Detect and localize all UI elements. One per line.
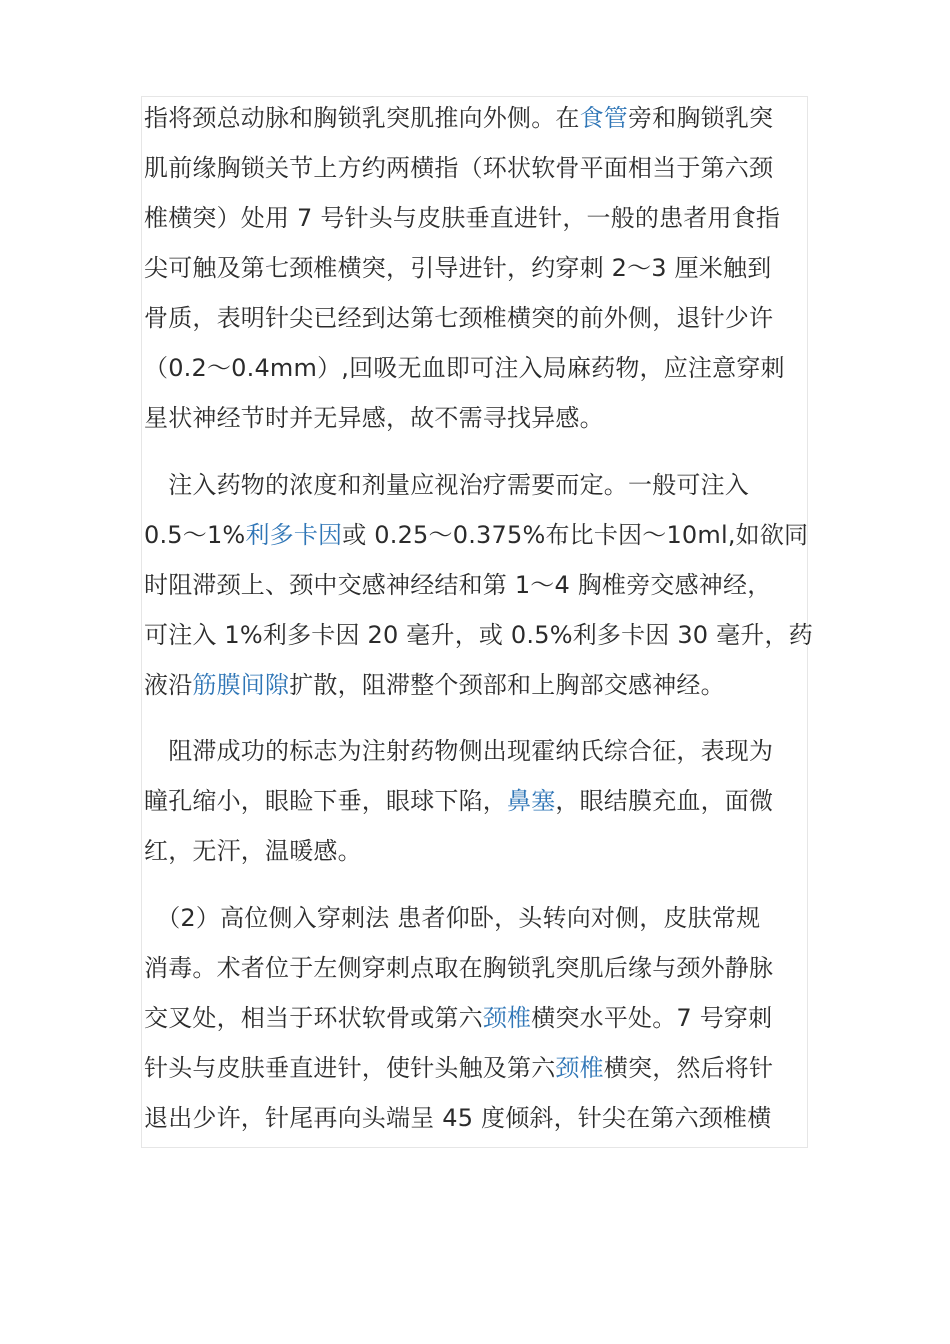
- text-run: 骨质，表明针尖已经到达第七颈椎横突的前外侧，退针少许: [144, 304, 774, 332]
- text-run: 时阻滞颈上、颈中交感神经结和第 1～4 胸椎旁交感神经，: [144, 571, 772, 599]
- text-line: [144, 460, 806, 510]
- text-line: [144, 1093, 806, 1143]
- text-line: [144, 560, 806, 610]
- text-run: 扩散，阻滞整个颈部和上胸部交感神经。: [289, 671, 725, 699]
- text-run: ，眼结膜充血，面微: [555, 787, 774, 815]
- text-run: 0.5～1%: [144, 521, 246, 549]
- text-line: [144, 776, 806, 826]
- text-line: [144, 1043, 806, 1093]
- text-run: 椎横突）处用 7 号针头与皮肤垂直进针，一般的患者用食指: [144, 204, 781, 232]
- paragraph-procedure-continued: [144, 93, 806, 443]
- text-line: [144, 943, 806, 993]
- text-line: [144, 243, 806, 293]
- text-line: [144, 726, 806, 776]
- text-line: [144, 343, 806, 393]
- text-line: [144, 660, 806, 710]
- text-run: 或 0.25～0.375%布比卡因～10ml,如欲同: [342, 521, 809, 549]
- term-link[interactable]: 颈椎: [555, 1054, 604, 1082]
- text-line: [144, 293, 806, 343]
- text-line: [144, 510, 809, 560]
- text-run: 肌前缘胸锁关节上方约两横指（环状软骨平面相当于第六颈: [144, 154, 774, 182]
- text-run: 横突，然后将针: [603, 1054, 774, 1082]
- text-run: 注入药物的浓度和剂量应视治疗需要而定。一般可注入: [144, 471, 749, 499]
- term-link[interactable]: 食管: [579, 104, 629, 132]
- text-line: [144, 193, 806, 243]
- text-run: 瞳孔缩小，眼睑下垂，眼球下陷，: [144, 787, 507, 815]
- text-run: 指将颈总动脉和胸锁乳突肌推向外侧。在: [144, 104, 580, 132]
- text-run: 星状神经节时并无异感，故不需寻找异感。: [144, 404, 604, 432]
- paragraph-success-signs: [144, 726, 806, 876]
- text-line: [144, 610, 813, 660]
- text-line: [144, 893, 806, 943]
- text-run: 红，无汗，温暖感。: [144, 837, 362, 865]
- text-line: [144, 93, 806, 143]
- text-run: 横突水平处。7 号穿刺: [531, 1004, 773, 1032]
- text-line: [144, 826, 806, 876]
- text-line: [144, 993, 806, 1043]
- text-run: 针头与皮肤垂直进针，使针头触及第六: [144, 1054, 556, 1082]
- text-run: 尖可触及第七颈椎横突，引导进针，约穿刺 2～3 厘米触到: [144, 254, 772, 282]
- paragraph-drug-dosage: [144, 460, 813, 710]
- text-run: 液沿: [144, 671, 193, 699]
- term-link[interactable]: 颈椎: [482, 1004, 532, 1032]
- text-run: （0.2～0.4mm）,回吸无血即可注入局麻药物，应注意穿刺: [144, 354, 785, 382]
- text-line: [144, 393, 806, 443]
- text-line: [144, 143, 806, 193]
- text-run: 旁和胸锁乳突: [628, 104, 774, 132]
- text-run: 交叉处，相当于环状软骨或第六: [144, 1004, 483, 1032]
- text-run: 可注入 1%利多卡因 20 毫升，或 0.5%利多卡因 30 毫升，药: [144, 621, 813, 649]
- text-run: 消毒。术者位于左侧穿刺点取在胸锁乳突肌后缘与颈外静脉: [144, 954, 774, 982]
- text-run: （2）高位侧入穿刺法 患者仰卧，头转向对侧，皮肤常规: [144, 904, 761, 932]
- text-run: 阻滞成功的标志为注射药物侧出现霍纳氏综合征，表现为: [144, 737, 774, 765]
- term-link[interactable]: 鼻塞: [507, 787, 556, 815]
- paragraph-high-lateral-approach: [144, 893, 806, 1143]
- text-run: 退出少许，针尾再向头端呈 45 度倾斜，针尖在第六颈椎横: [144, 1104, 772, 1132]
- term-link[interactable]: 筋膜间隙: [192, 671, 290, 699]
- term-link[interactable]: 利多卡因: [245, 521, 343, 549]
